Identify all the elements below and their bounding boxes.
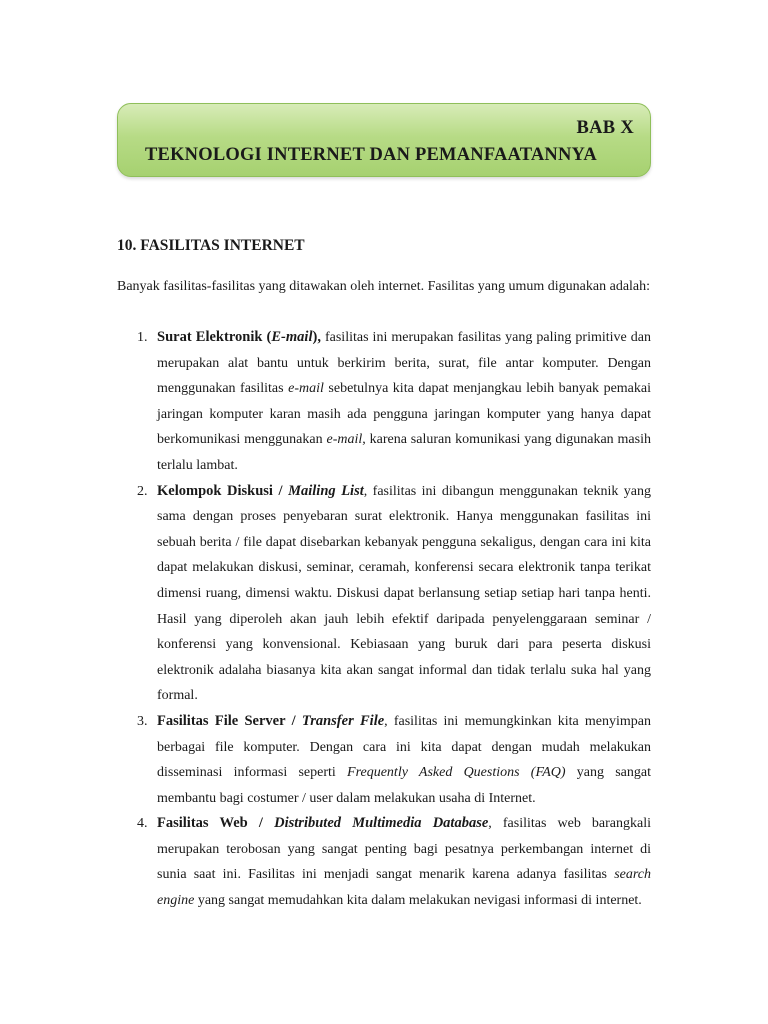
list-item-mailing-list <box>117 479 651 709</box>
item-text: sebetulnya kita dapat menjangkau lebih banyak pemakai jaringan komputer karan masih ada pengguna jaringan komputer yang hanya dapat berkomunikasi menggunakan <box>157 381 651 448</box>
item-term: Surat Elektronik (E-mail), <box>157 329 321 345</box>
chapter-title: TEKNOLOGI INTERNET DAN PEMANFAATANNYA <box>145 145 597 165</box>
list-item-file-server <box>117 709 651 811</box>
list-number: 2. <box>137 483 148 499</box>
item-term: Kelompok Diskusi / Mailing List <box>157 482 364 499</box>
chapter-header-box <box>117 103 651 177</box>
item-text: , fasilitas ini dibangun menggunakan teknik yang sama dengan proses penyebaran surat elektronik. Hanya menggunakan fasilitas ini sebuah berita / file dapat disebarkan kebanyak pengguna sekaligus, dengan cara ini kita dapat melakukan diskusi, seminar, ceramah, konferensi secara elektronik tanpa terikat dimensi ruang, dimensi waktu. Diskusi dapat berlansung setiap setiap hari tanpa henti. Hasil yang diperoleh akan jauh lebih efektif daripada penyelenggaraan seminar / konferensi yang konvensional. Kebiasaan yang buruk dari para peserta diskusi elektronik adalaha biasanya kita akan sangat informal dan tidak terlalu suka hal yang formal. <box>157 483 651 704</box>
section-heading: 10. FASILITAS INTERNET <box>117 237 305 254</box>
item-term: Fasilitas File Server / Transfer File <box>157 712 385 729</box>
item-text: yang sangat membantu bagi costumer / user dalam melakukan usaha di Internet. <box>157 765 651 806</box>
list-number: 4. <box>137 816 148 832</box>
chapter-number: BAB X <box>576 118 634 138</box>
item-term: Fasilitas Web / Distributed Multimedia Database <box>157 815 489 832</box>
list-item-email <box>117 325 651 479</box>
intro-paragraph: Banyak fasilitas-fasilitas yang ditawakan oleh internet. Fasilitas yang umum digunakan adalah: <box>117 279 651 294</box>
item-italic: search engine <box>157 867 651 909</box>
list-number: 3. <box>137 713 148 729</box>
item-italic: e-mail <box>326 432 363 448</box>
item-text: yang sangat memudahkan kita dalam melakukan nevigasi informasi di internet. <box>194 893 642 909</box>
item-italic: Frequently Asked Questions (FAQ) <box>347 765 566 781</box>
list-number: 1. <box>137 330 148 345</box>
item-text: fasilitas ini merupakan fasilitas yang paling primitive dan merupakan alat bantu untuk berkirim berita, surat, file antar komputer. Dengan menggunakan fasilitas <box>157 330 651 397</box>
facility-list <box>117 325 651 914</box>
item-text: , fasilitas web barangkali merupakan terobosan yang sangat penting bagi pesatnya perkembangan internet di sunia saat ini. Fasilitas ini menjadi sangat menarik karena adanya fasilitas <box>157 816 651 883</box>
item-text: , karena saluran komunikasi yang digunakan masih terlalu lambat. <box>157 432 651 473</box>
item-text: , fasilitas ini memungkinkan kita menyimpan berbagai file komputer. Dengan cara ini kita dapat dengan mudah melakukan disseminasi informasi seperti <box>157 713 651 781</box>
list-item-web <box>117 811 651 913</box>
item-italic: e-mail <box>288 381 324 397</box>
